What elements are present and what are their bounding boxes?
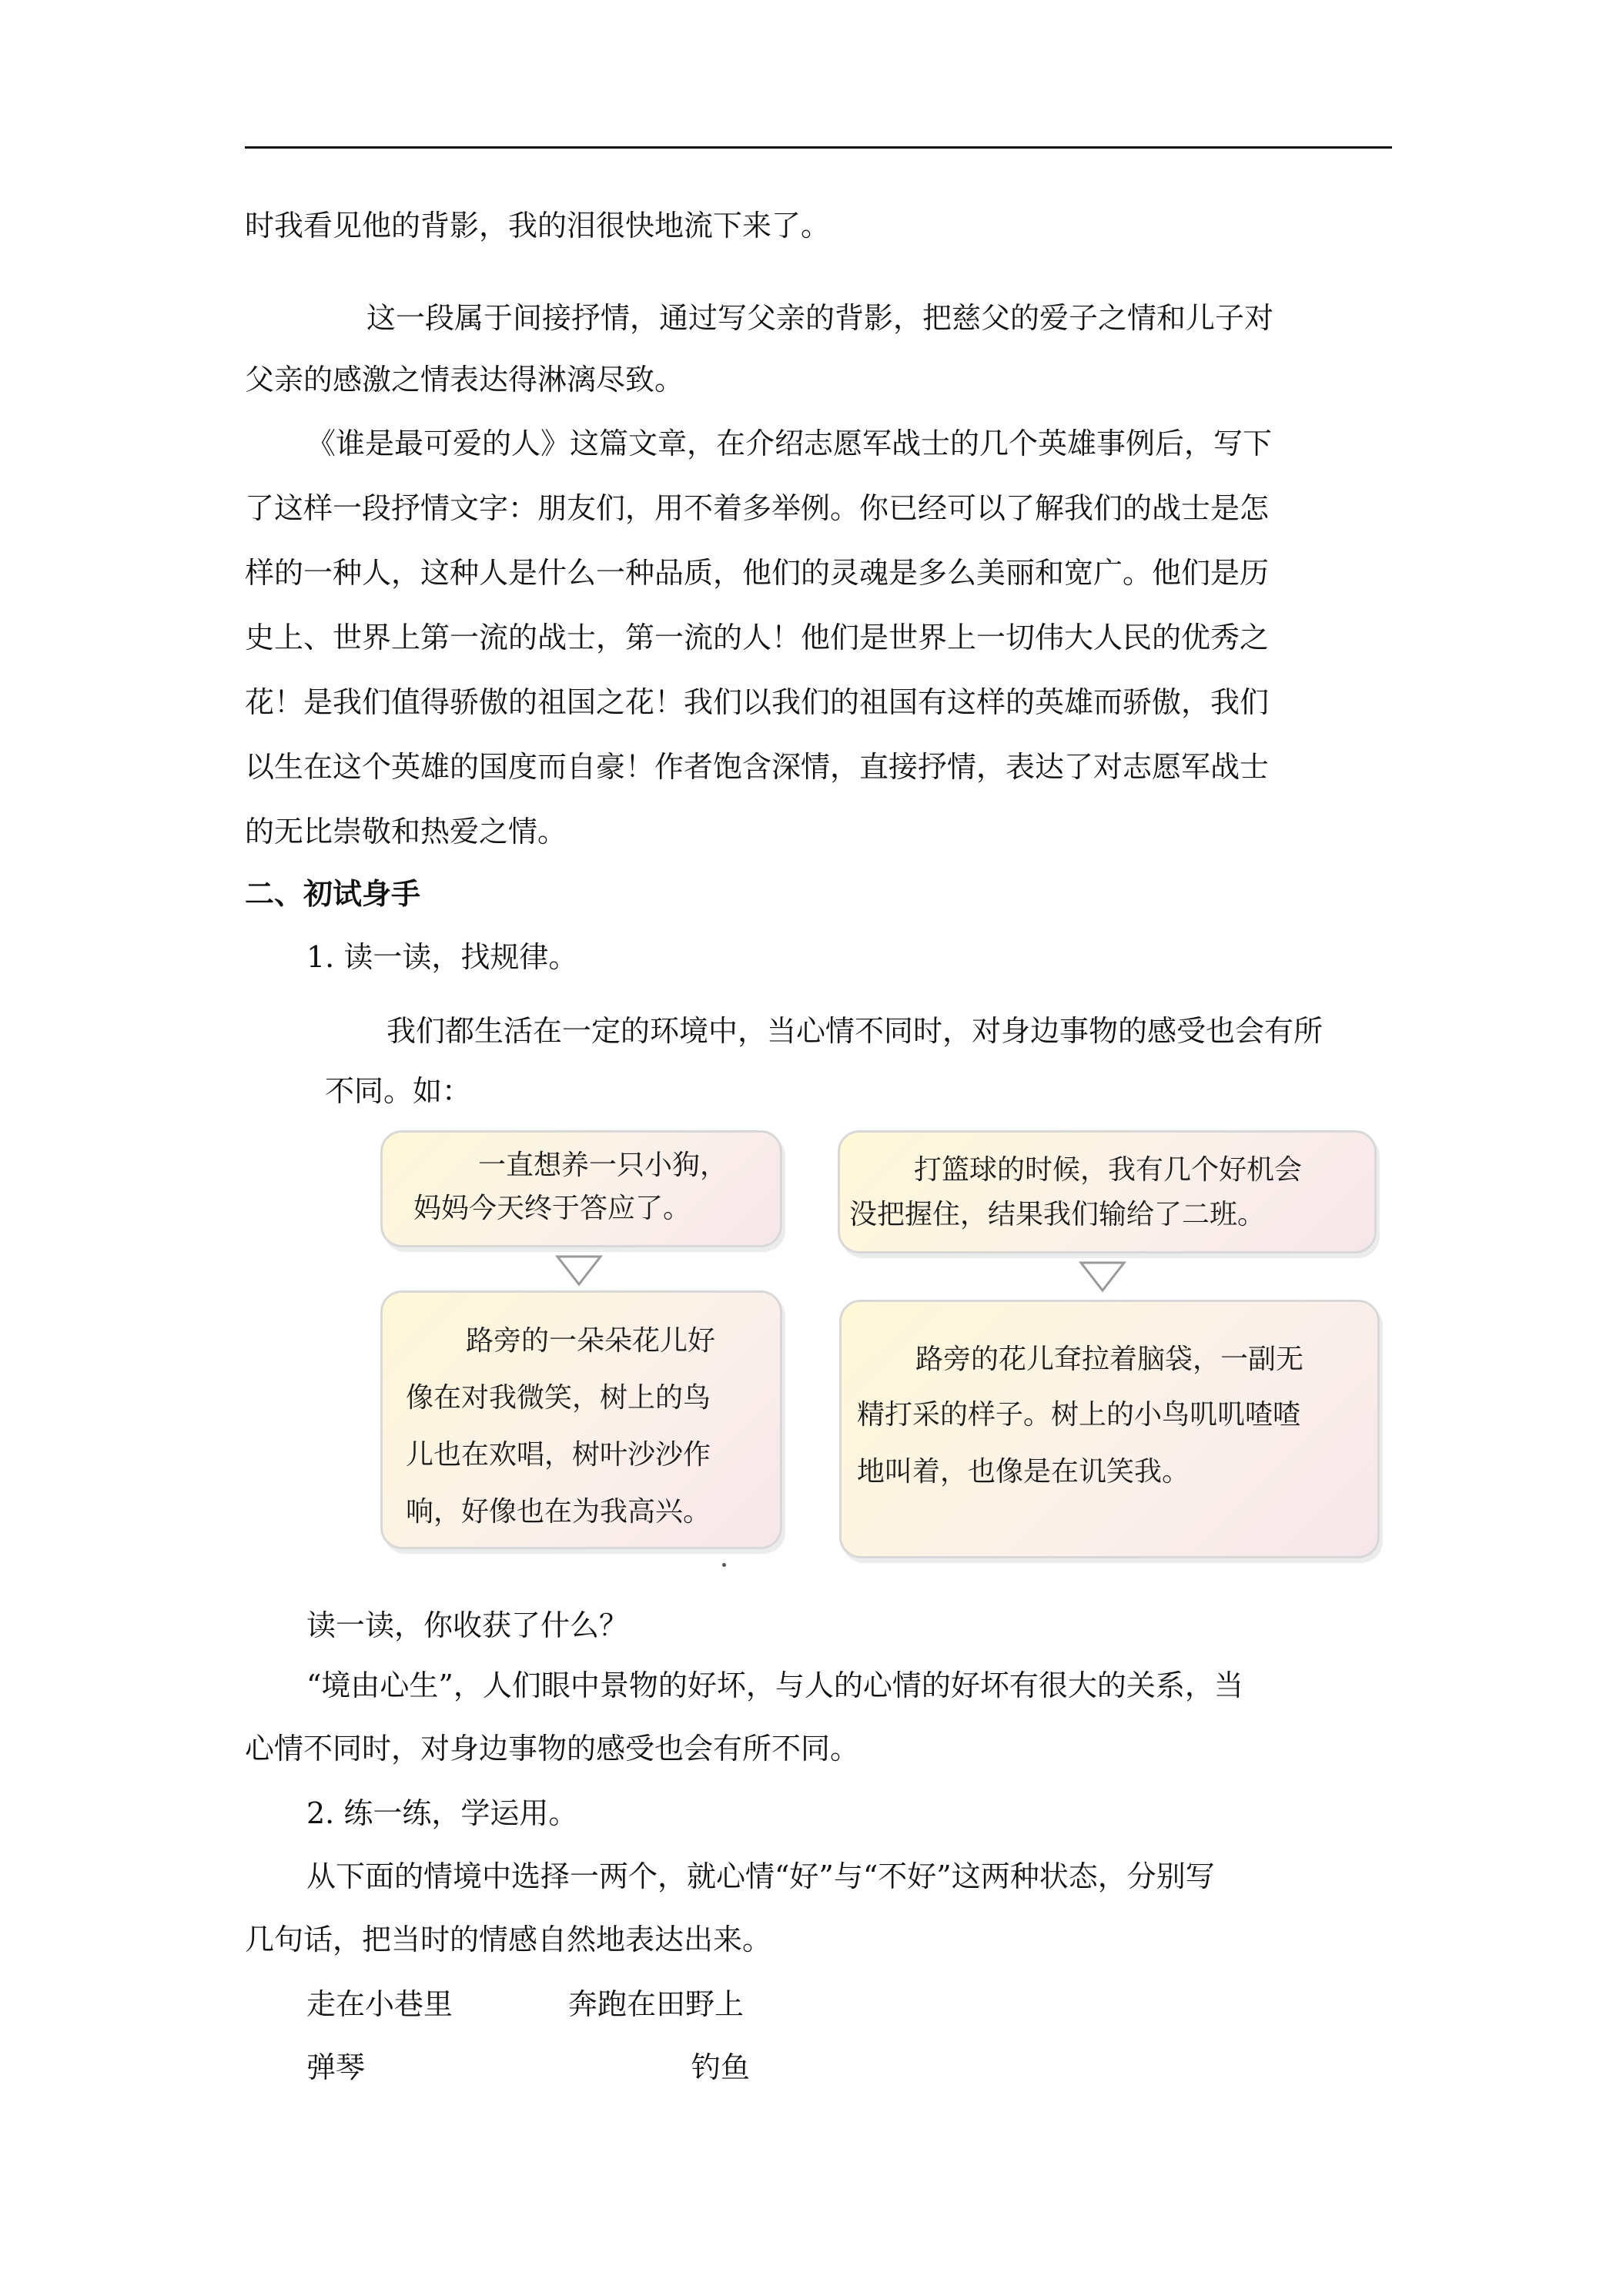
left-feeling-line-4: 响，好像也在为我高兴。 xyxy=(406,1496,711,1528)
right-event-bubble xyxy=(838,1130,1377,1253)
exercise-line-2: 几句话，把当时的情感自然地表达出来。 xyxy=(245,1923,772,1956)
example-intro-line-2: 不同。如： xyxy=(325,1074,472,1108)
left-event-line-2: 妈妈今天终于答应了。 xyxy=(413,1193,691,1224)
item-2-title: 2. 练一练，学运用。 xyxy=(306,1796,578,1830)
header-rule xyxy=(245,146,1392,149)
scenario-2: 奔跑在田野上 xyxy=(568,1987,745,2021)
analysis-2-line-1: 《谁是最可爱的人》这篇文章，在介绍志愿军战士的几个英雄事例后，写下 xyxy=(306,427,1273,460)
analysis-1-line-1: 这一段属于间接抒情，通过写父亲的背影，把慈父的爱子之情和儿子对 xyxy=(366,301,1274,335)
analysis-2-line-3: 样的一种人，这种人是什么一种品质，他们的灵魂是多么美丽和宽广。他们是历 xyxy=(245,556,1270,590)
scenario-4: 钓鱼 xyxy=(691,2050,751,2084)
analysis-2-line-6: 以生在这个英雄的国度而自豪！作者饱含深情，直接抒情，表达了对志愿军战士 xyxy=(245,750,1270,784)
right-down-arrow-icon xyxy=(1078,1260,1127,1294)
left-event-line-1: 一直想养一只小狗， xyxy=(478,1150,728,1181)
exercise-line-1: 从下面的情境中选择一两个，就心情“好”与“不好”这两种状态，分别写 xyxy=(306,1859,1215,1893)
item-1-title: 1. 读一读，找规律。 xyxy=(306,940,578,974)
scenario-3: 弹琴 xyxy=(306,2050,366,2084)
right-feeling-line-2: 精打采的样子。树上的小鸟叽叽喳喳 xyxy=(857,1399,1301,1431)
left-feeling-line-1: 路旁的一朵朵花儿好 xyxy=(466,1325,716,1357)
right-feeling-bubble xyxy=(839,1300,1380,1558)
left-feeling-line-2: 像在对我微笑，树上的鸟 xyxy=(406,1382,711,1414)
answer-line-2: 心情不同时，对身边事物的感受也会有所不同。 xyxy=(245,1732,860,1766)
analysis-2-line-2: 了这样一段抒情文字：朋友们，用不着多举例。你已经可以了解我们的战士是怎 xyxy=(245,491,1270,525)
section-heading: 二、初试身手 xyxy=(245,876,421,911)
question-line: 读一读，你收获了什么？ xyxy=(306,1608,629,1642)
right-feeling-line-1: 路旁的花儿耷拉着脑袋，一副无 xyxy=(915,1344,1304,1375)
scan-speck xyxy=(722,1563,726,1567)
left-feeling-bubble xyxy=(380,1290,782,1549)
analysis-2-line-5: 花！是我们值得骄傲的祖国之花！我们以我们的祖国有这样的英雄而骄傲，我们 xyxy=(245,685,1270,719)
continuation-line: 时我看见他的背影，我的泪很快地流下来了。 xyxy=(245,209,831,243)
analysis-2-line-4: 史上、世界上第一流的战士，第一流的人！他们是世界上一切伟大人民的优秀之 xyxy=(245,621,1270,654)
right-event-line-1: 打篮球的时候，我有几个好机会 xyxy=(914,1154,1303,1186)
analysis-2-line-7: 的无比崇敬和热爱之情。 xyxy=(245,815,567,848)
scenario-1: 走在小巷里 xyxy=(306,1987,453,2021)
example-intro-line-1: 我们都生活在一定的环境中，当心情不同时，对身边事物的感受也会有所 xyxy=(387,1014,1323,1048)
left-feeling-line-3: 儿也在欢唱，树叶沙沙作 xyxy=(406,1439,711,1471)
answer-line-1: “境由心生”，人们眼中景物的好坏，与人的心情的好坏有很大的关系，当 xyxy=(306,1668,1243,1702)
right-feeling-line-3: 地叫着，也像是在讥笑我。 xyxy=(857,1456,1190,1488)
left-event-bubble xyxy=(380,1130,782,1247)
left-down-arrow-icon xyxy=(554,1253,604,1287)
analysis-1-line-2: 父亲的感激之情表达得淋漓尽致。 xyxy=(245,363,684,397)
right-event-line-2: 没把握住，结果我们输给了二班。 xyxy=(849,1199,1266,1230)
